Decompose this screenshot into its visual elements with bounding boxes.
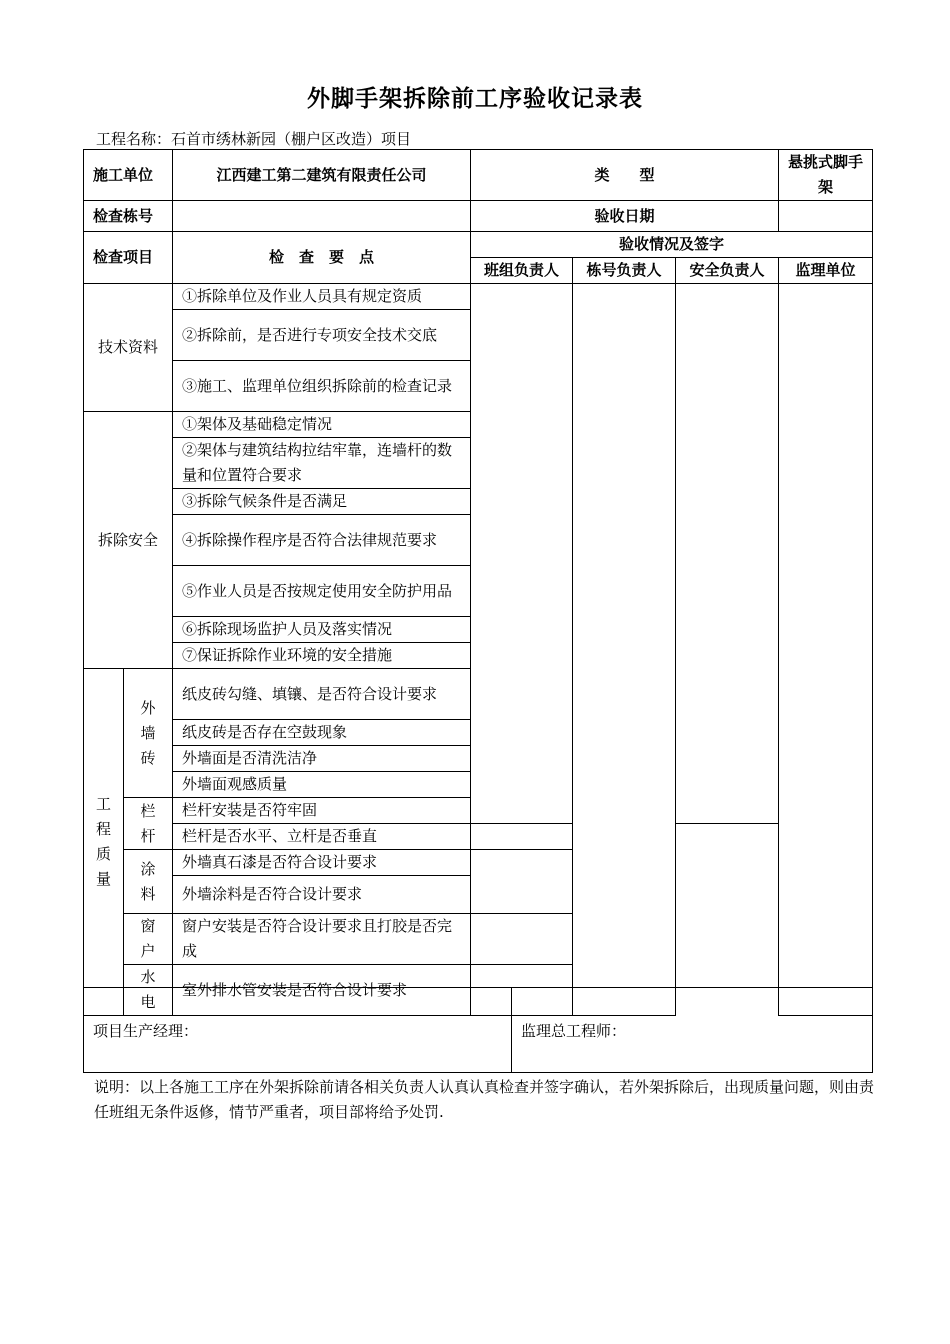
supervisor-signature-field[interactable]: 监理总工程师：	[512, 988, 873, 1073]
check-point: ①架体及基础稳定情况	[173, 412, 471, 438]
date-label: 验收日期	[471, 201, 779, 232]
inspection-table	[83, 149, 873, 1016]
check-point: 外墙真石漆是否符合设计要求	[173, 850, 471, 876]
check-point: 外墙涂料是否符合设计要求	[173, 876, 471, 914]
check-point: ②架体与建筑结构拉结牢靠，连墙杆的数量和位置符合要求	[173, 438, 471, 489]
safety-section-label: 拆除安全	[84, 412, 173, 669]
check-point: 栏杆是否水平、立杆是否垂直	[173, 824, 471, 850]
check-point: 纸皮砖是否存在空鼓现象	[173, 720, 471, 746]
sign-team-leader-block-1[interactable]	[471, 284, 573, 824]
sign-safety-lead-block-1[interactable]	[676, 284, 779, 824]
sign-group-label: 验收情况及签字	[471, 232, 873, 258]
check-point: 外墙面观感质量	[173, 772, 471, 798]
check-point: ③拆除气候条件是否满足	[173, 489, 471, 515]
check-point: ①拆除单位及作业人员具有规定资质	[173, 284, 471, 310]
check-point: ④拆除操作程序是否符合法律规范要求	[173, 515, 471, 566]
manager-signature-field[interactable]: 项目生产经理：	[84, 988, 512, 1073]
role-supervisor: 监理单位	[779, 258, 873, 284]
paint-label: 涂料	[124, 850, 173, 914]
unit-label: 施工单位	[84, 150, 173, 201]
plumbing-label: 水电	[124, 965, 173, 1016]
window-label: 窗户	[124, 914, 173, 965]
unit-value[interactable]: 江西建工第二建筑有限责任公司	[173, 150, 471, 201]
sign-supervisor-column[interactable]	[779, 284, 873, 1016]
check-point: 室外排水管安装是否符合设计要求	[173, 965, 471, 1016]
role-building-lead: 栋号负责人	[573, 258, 676, 284]
sign-cell[interactable]	[471, 914, 573, 965]
check-point: ⑥拆除现场监护人员及落实情况	[173, 617, 471, 643]
signature-table	[83, 987, 873, 1073]
tech-section-label: 技术资料	[84, 284, 173, 412]
quality-section-label: 工程质量	[84, 669, 124, 1016]
project-name: 工程名称：石首市绣林新园（棚户区改造）项目	[96, 130, 412, 148]
sign-cell[interactable]	[471, 824, 573, 850]
check-point: ⑦保证拆除作业环境的安全措施	[173, 643, 471, 669]
points-label: 检 查 要 点	[173, 232, 471, 284]
footnote: 说明：以上各施工工序在外架拆除前请各相关负责人认真认真检查并签字确认，若外架拆除后，出现质量问题，则由责任班组无条件返修，情节严重者，项目部将给予处罚.	[94, 1078, 875, 1121]
check-point: 栏杆安装是否符牢固	[173, 798, 471, 824]
building-label: 检查栋号	[84, 201, 173, 232]
type-value[interactable]: 悬挑式脚手架	[779, 150, 873, 201]
check-point: 窗户安装是否符合设计要求且打胶是否完成	[173, 914, 471, 965]
railing-label: 栏杆	[124, 798, 173, 850]
item-label: 检查项目	[84, 232, 173, 284]
check-point: ③施工、监理单位组织拆除前的检查记录	[173, 361, 471, 412]
wall-tile-label: 外墙砖	[124, 669, 173, 798]
date-value[interactable]	[779, 201, 873, 232]
sign-building-lead-column[interactable]	[573, 284, 676, 1016]
role-safety-lead: 安全负责人	[676, 258, 779, 284]
building-value[interactable]	[173, 201, 471, 232]
sign-cell[interactable]	[471, 850, 573, 914]
form-title: 外脚手架拆除前工序验收记录表	[307, 86, 643, 112]
check-point: 外墙面是否清洗洁净	[173, 746, 471, 772]
check-point: ②拆除前，是否进行专项安全技术交底	[173, 310, 471, 361]
check-point: 纸皮砖勾缝、填镶、是否符合设计要求	[173, 669, 471, 720]
role-team-leader: 班组负责人	[471, 258, 573, 284]
type-label: 类 型	[471, 150, 779, 201]
check-point: ⑤作业人员是否按规定使用安全防护用品	[173, 566, 471, 617]
